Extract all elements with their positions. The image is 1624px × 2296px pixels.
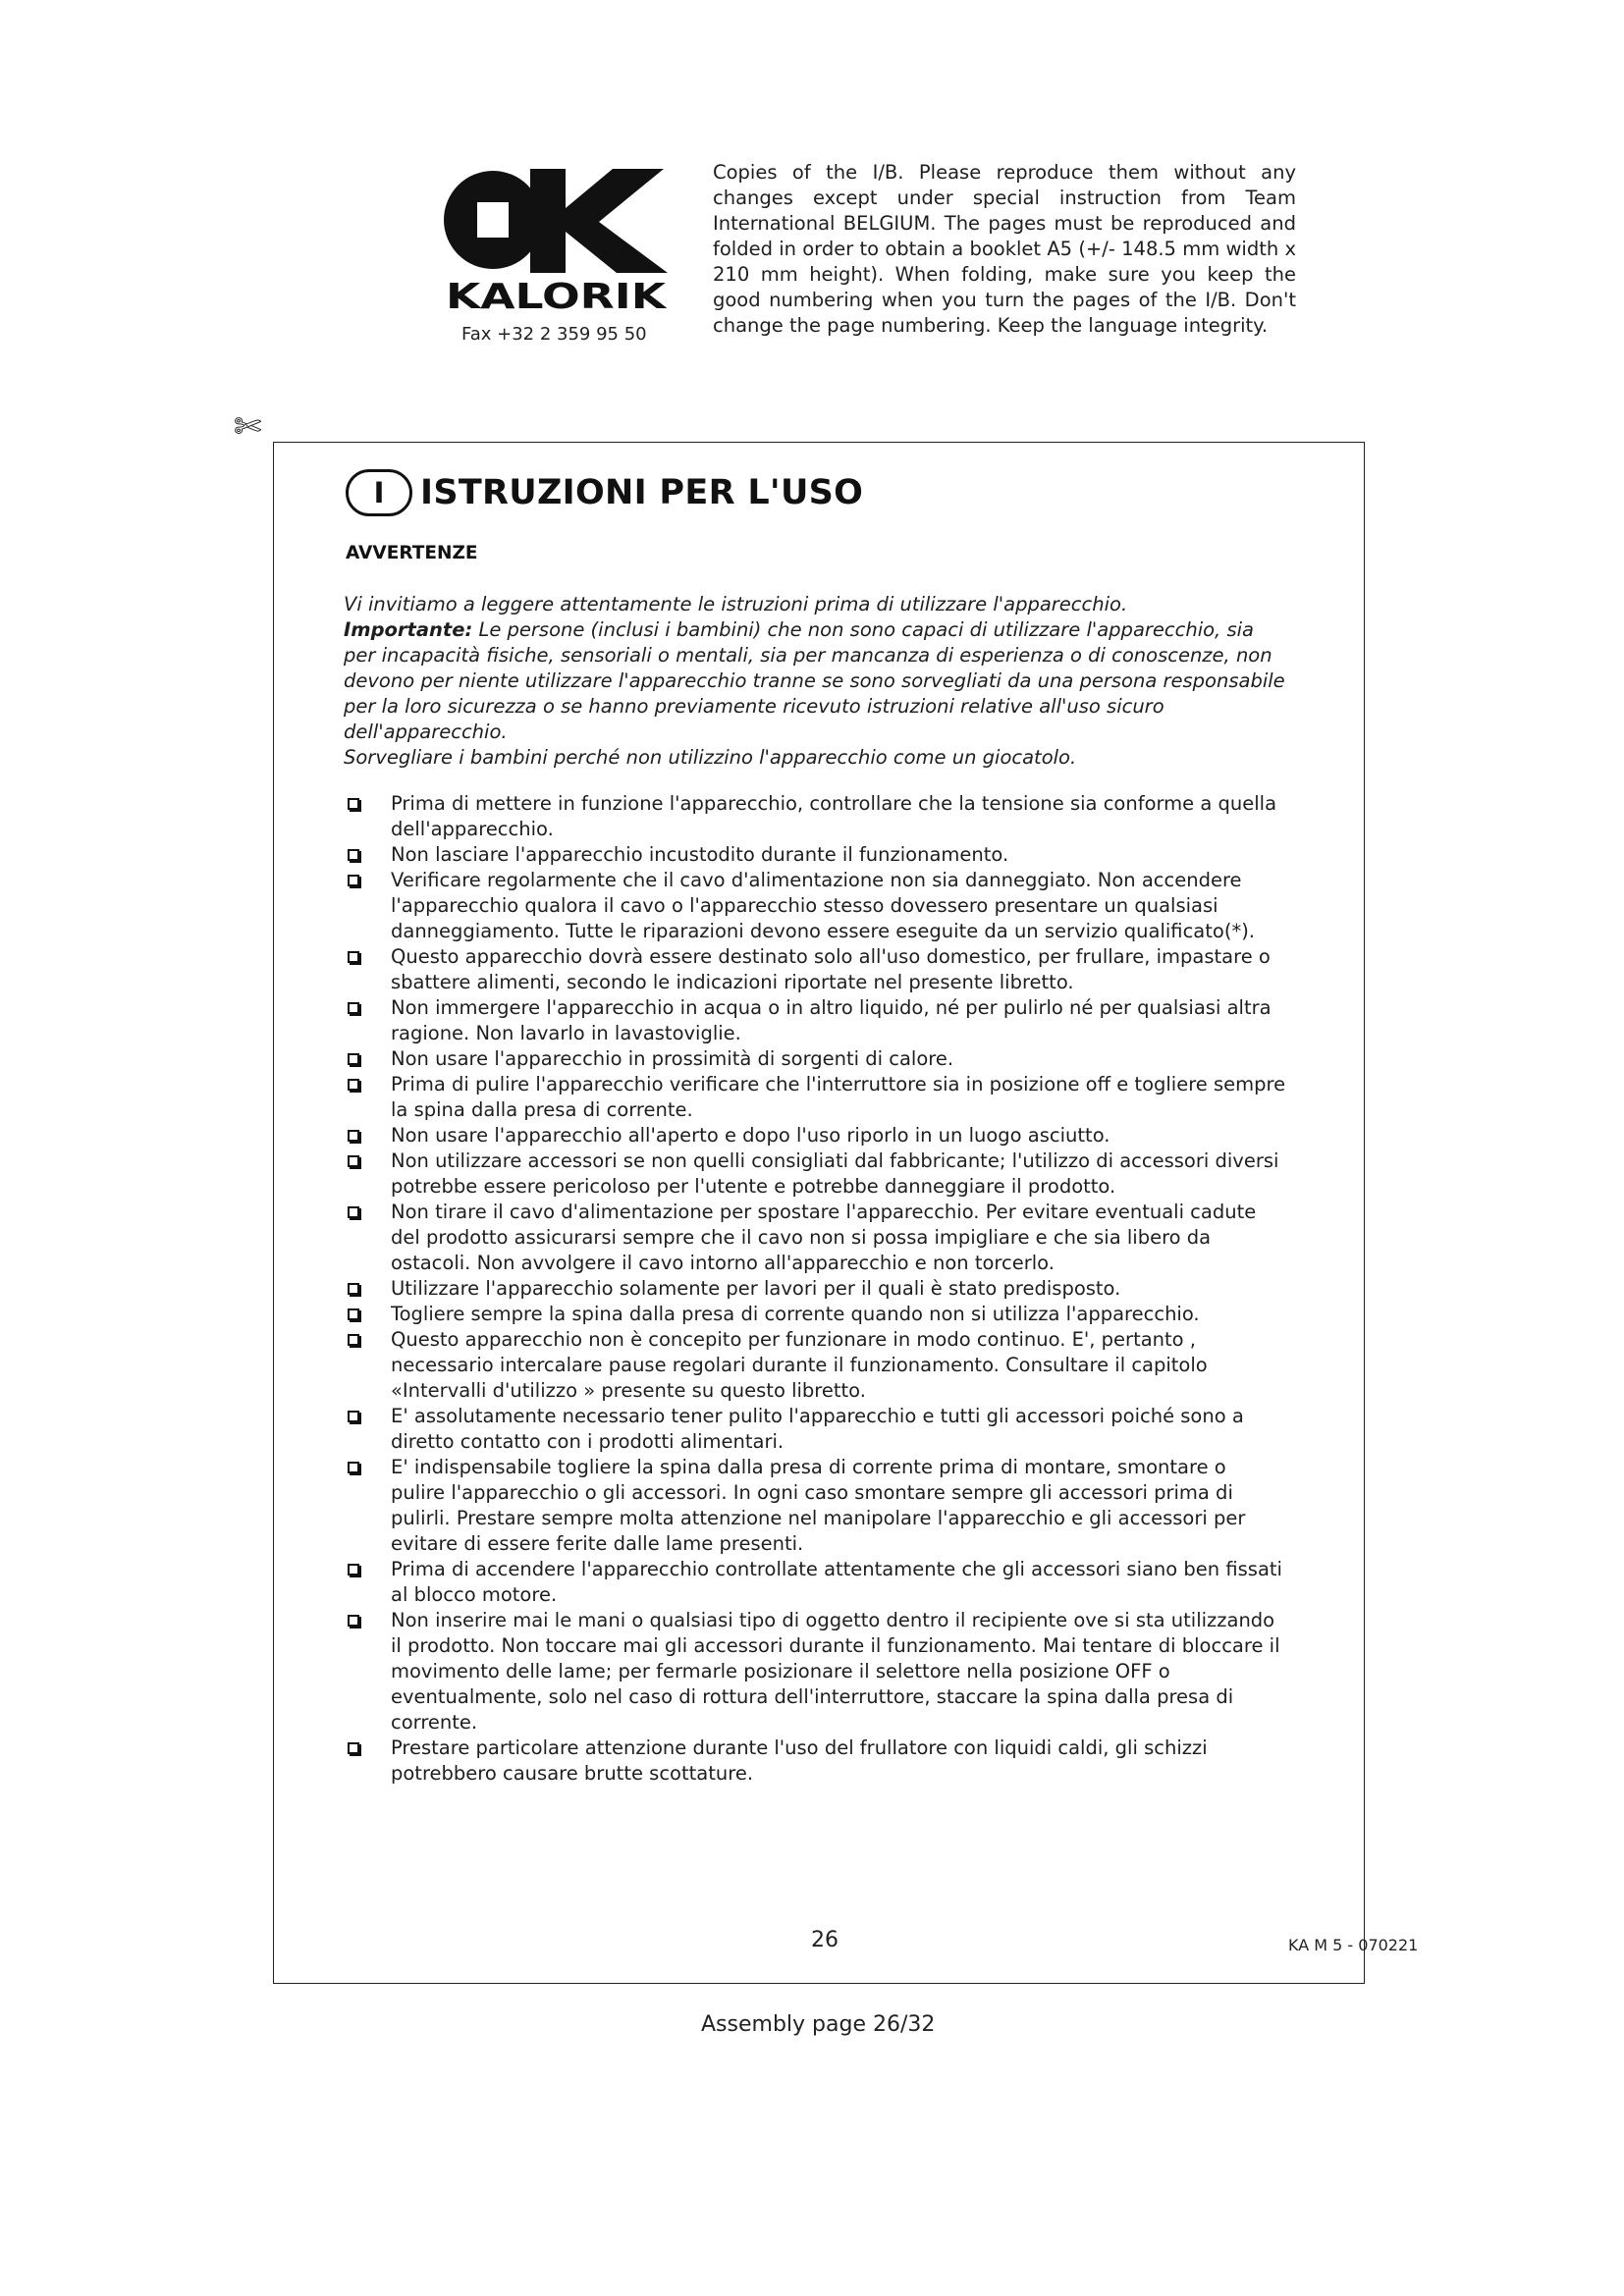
checkbox-bullet-icon [348,1130,359,1142]
page-number: 26 [811,1928,839,1952]
assembly-page-label: Assembly page 26/32 [701,2012,936,2037]
fax-number: Fax +32 2 359 95 50 [461,324,647,345]
warning-item: Questo apparecchio dovrà essere destinato solo all'uso domestico, per frullare, impastare o sbattere alimenti, secondo le indicazioni riportate nel presente libretto. [344,944,1286,995]
checkbox-bullet-icon [348,849,359,861]
warning-item: E' assolutamente necessario tener pulito l'apparecchio e tutti gli accessori poiché sono a diretto contatto con i prodotti alimentari. [344,1404,1286,1455]
checkbox-bullet-icon [348,1334,359,1346]
checkbox-bullet-icon [348,1308,359,1320]
warning-item: Prestare particolare attenzione durante l'uso del frullatore con liquidi caldi, gli schizzi potrebbero causare brutte scottature. [344,1735,1286,1787]
warning-item: E' indispensabile togliere la spina dalla presa di corrente prima di montare, smontare o pulire l'apparecchio o gli accessori. In ogni caso smontare sempre gli accessori prima di pulirli. Prestare sempre molta attenzione nel manipolare l'apparecchio e gli accessori per evitare di essere ferite dalle lame presenti. [344,1455,1286,1557]
checkbox-bullet-icon [348,875,359,886]
warning-item: Questo apparecchio non è concepito per funzionare in modo continuo. E', pertanto , necessario intercalare pause regolari durante il funzionamento. Consultare il capitolo «Intervalli d'utilizzo » presente su questo libretto. [344,1327,1286,1404]
section-heading: AVVERTENZE [346,543,478,563]
warning-item: Prima di mettere in funzione l'apparecchio, controllare che la tensione sia conforme a quella dell'apparecchio. [344,791,1286,842]
checkbox-bullet-icon [348,1411,359,1422]
warning-item: Togliere sempre la spina dalla presa di corrente quando non si utilizza l'apparecchio. [344,1302,1286,1327]
checkbox-bullet-icon [348,1615,359,1627]
warning-item: Non lasciare l'apparecchio incustodito durante il funzionamento. [344,842,1286,868]
checkbox-bullet-icon [348,1283,359,1295]
important-label: Importante: [344,618,473,641]
brand-text: KALORIK [446,277,668,312]
page-title: ISTRUZIONI PER L'USO [420,473,864,512]
language-badge: I [346,469,412,516]
warning-item: Verificare regolarmente che il cavo d'alimentazione non sia danneggiato. Non accendere l'apparecchio qualora il cavo o l'apparecchio stesso dovessero presentare un qualsiasi danneggiamento. Tutte le riparazioni devono essere eseguite da un servizio qualificato(*). [344,868,1286,944]
checkbox-bullet-icon [348,951,359,963]
warning-item: Prima di accendere l'apparecchio controllate attentamente che gli accessori siano ben fissati al blocco motore. [344,1557,1286,1608]
document-reference: KA M 5 - 070221 [1288,1936,1419,1954]
intro-line: Vi invitiamo a leggere attentamente le istruzioni prima di utilizzare l'apparecchio. [344,593,1128,615]
checkbox-bullet-icon [348,1155,359,1167]
warning-item: Non inserire mai le mani o qualsiasi tipo di oggetto dentro il recipiente ove si sta utilizzando il prodotto. Non toccare mai gli accessori durante il funzionamento. Mai tentare di bloccare il movimento delle lame; per fermarle posizionare il selettore nella posizione OFF o eventualmente, solo nel caso di rottura dell'interruttore, staccare la spina dalla presa di corrente. [344,1608,1286,1735]
page-heading [346,469,863,516]
intro-line: Sorvegliare i bambini perché non utilizzino l'apparecchio come un giocatolo. [344,746,1077,769]
warning-item: Non utilizzare accessori se non quelli consigliati dal fabbricante; l'utilizzo di accessori diversi potrebbe essere pericoloso per l'utente e potrebbe danneggiare il prodotto. [344,1148,1286,1200]
reproduction-note: Copies of the I/B. Please reproduce them without any changes except under special instruction from Team International BELGIUM. The pages must be reproduced and folded in order to obtain a booklet A5 (+/- 148.5 mm width x 210 mm height). When folding, make sure you keep the good numbering when you turn the pages of the I/B. Don't change the page numbering. Keep the language integrity. [713,161,1296,337]
warning-item: Utilizzare l'apparecchio solamente per lavori per il quali è stato predisposto. [344,1276,1286,1302]
intro-text [344,592,1286,771]
warning-item: Non usare l'apparecchio in prossimità di sorgenti di calore. [344,1046,1286,1072]
checkbox-bullet-icon [348,1053,359,1065]
important-text: Le persone (inclusi i bambini) che non sono capaci di utilizzare l'apparecchio, sia per incapacità fisiche, sensoriali o mentali, sia per mancanza di esperienza o di conoscenze, non devono per niente utilizzare l'apparecchio tranne se sono sorvegliati da una persona responsabile per la loro sicurezza o se hanno previamente ricevuto istruzioni relative all'uso sicuro dell'apparecchio. [344,618,1285,743]
checkbox-bullet-icon [348,798,359,810]
scissors-icon: ✄ [234,407,262,447]
warning-item: Non tirare il cavo d'alimentazione per spostare l'apparecchio. Per evitare eventuali cadute del prodotto assicurarsi sempre che il cavo non si possa impigliare e che sia libero da ostacoli. Non avvolgere il cavo intorno all'apparecchio e non torcerlo. [344,1200,1286,1276]
checkbox-bullet-icon [348,1564,359,1575]
warning-item: Prima di pulire l'apparecchio verificare che l'interruttore sia in posizione off e togliere sempre la spina dalla presa di corrente. [344,1072,1286,1123]
checkbox-bullet-icon [348,1462,359,1473]
checkbox-bullet-icon [348,1079,359,1091]
checkbox-bullet-icon [348,1206,359,1218]
kalorik-logo [444,165,672,312]
checkbox-bullet-icon [348,1742,359,1754]
warnings-list [344,791,1286,1787]
important-paragraph [344,617,1286,745]
warning-item: Non usare l'apparecchio all'aperto e dopo l'uso riporlo in un luogo asciutto. [344,1123,1286,1148]
warning-item: Non immergere l'apparecchio in acqua o in altro liquido, né per pulirlo né per qualsiasi altra ragione. Non lavarlo in lavastoviglie. [344,995,1286,1046]
checkbox-bullet-icon [348,1002,359,1014]
